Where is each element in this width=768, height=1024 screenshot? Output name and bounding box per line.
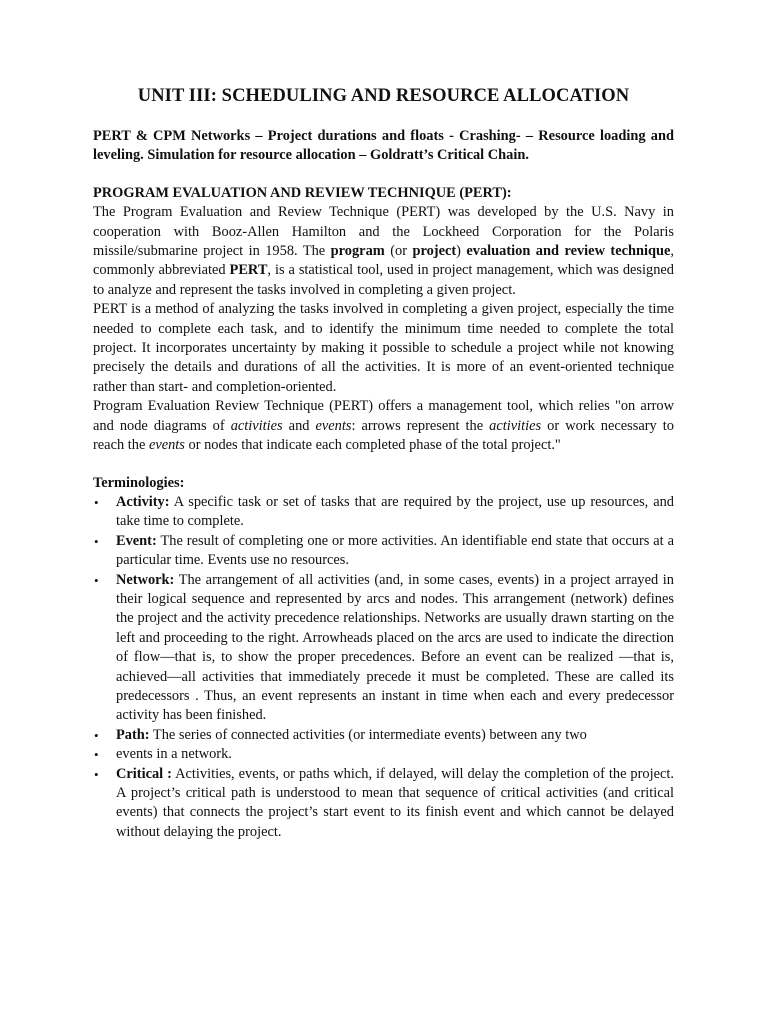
list-item (93, 532, 674, 571)
list-item (93, 493, 674, 532)
list-item (93, 765, 674, 843)
terminologies-heading: Terminologies: (93, 474, 185, 491)
list-item (93, 571, 674, 726)
list-item (93, 745, 674, 764)
term-label: Network: (116, 571, 175, 588)
term-definition: A specific task or set of tasks that are required by the project, use up resources, and take time to complete. (116, 493, 674, 530)
term-label: Critical : (116, 765, 172, 782)
bullet-icon: • (94, 766, 99, 782)
term-label: Event: (116, 532, 157, 549)
bullet-icon: • (94, 572, 99, 588)
term-definition: Activities, events, or paths which, if delayed, will delay the completion of the project. A project’s critical path is understood to mean that sequence of critical activities (and critical events) that connects the project’s start event to its finish event and which cannot be delayed without delaying the project. (116, 765, 674, 840)
page-title: UNIT III: SCHEDULING AND RESOURCE ALLOCATION (137, 86, 630, 106)
bullet-icon: • (94, 747, 99, 763)
term-definition: The series of connected activities (or intermediate events) between any two (149, 726, 587, 743)
terminology-list (93, 493, 674, 842)
pert-paragraph-1: The Program Evaluation and Review Technique (PERT) was developed by the U.S. Navy in cooperation with Booz-Allen Hamilton and the Lockheed Corporation for the Polaris missile/submarine project in 1958. The program (or project) evaluation and review technique, commonly abbreviated PERT, is a statistical tool, used in project management, which was designed to analyze and represent the tasks involved in completing a given project. (93, 204, 674, 298)
list-item (93, 726, 674, 745)
pert-paragraph-3: Program Evaluation Review Technique (PERT) offers a management tool, which relies "on arrow and node diagrams of activities and events: arrows represent the activities or work necessary to reach the events or nodes that indicate each completed phase of the total project." (93, 398, 674, 454)
term-label: Activity: (116, 493, 170, 510)
term-definition: events in a network. (116, 746, 232, 763)
pert-heading: PROGRAM EVALUATION AND REVIEW TECHNIQUE (PERT): (93, 184, 512, 201)
term-definition: The arrangement of all activities (and, in some cases, events) in a project arrayed in their logical sequence and represented by arcs and nodes. This arrangement (network) defines the project and the activity precedence relationships. Networks are usually drawn starting on the left and proceeding to the right. Arrowheads placed on the arcs are used to indicate the direction of flow—that is, to show the proper precedences. Before an event can be realized —that is, achieved—all activities that immediately precede it must be completed. These are called its predecessors . Thus, an event represents an instant in time when each and every predecessor activity has been finished. (116, 571, 674, 724)
term-label: Path: (116, 726, 150, 743)
bullet-icon: • (94, 494, 99, 510)
bullet-icon: • (94, 727, 99, 743)
pert-paragraph-2: PERT is a method of analyzing the tasks involved in completing a given project, especially the time needed to complete each task, and to identify the minimum time needed to complete the total project. It incorporates uncertainty by making it possible to schedule a project while not knowing precisely the details and durations of all the activities. It is more of an event-oriented technique rather than start- and completion-oriented. (93, 301, 674, 395)
bullet-icon: • (94, 533, 99, 549)
term-definition: The result of completing one or more activities. An identifiable end state that occurs at a particular time. Events use no resources. (116, 532, 674, 569)
unit-summary: PERT & CPM Networks – Project durations and floats - Crashing- – Resource loading and leveling. Simulation for resource allocation – Goldratt’s Critical Chain. (93, 128, 674, 164)
